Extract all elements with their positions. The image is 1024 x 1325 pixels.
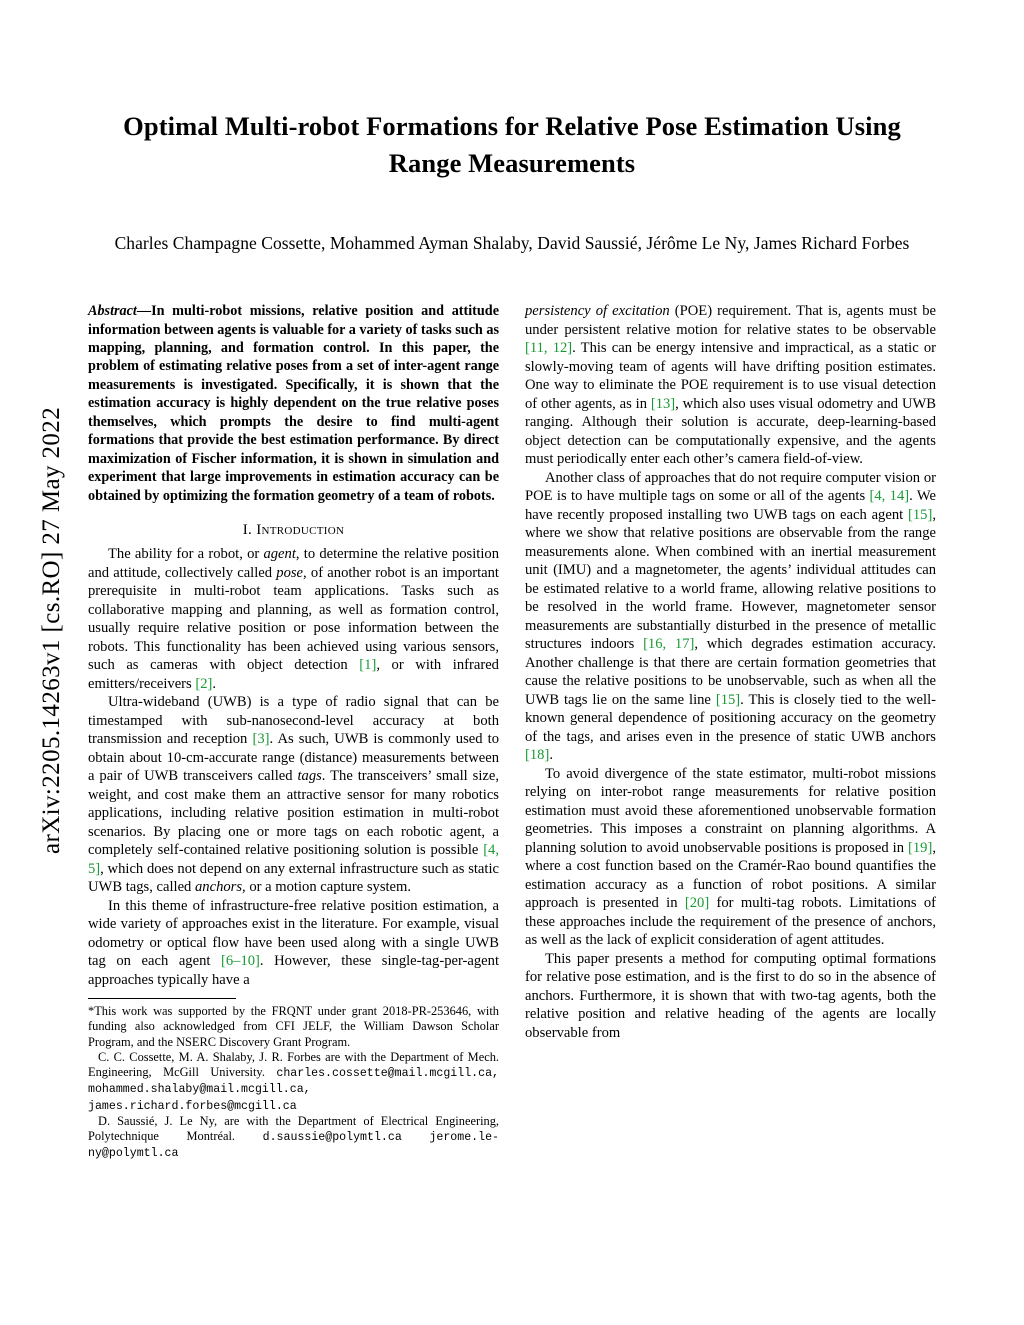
page-title: Optimal Multi-robot Formations for Relative Pose Estimation Using Range Measurements xyxy=(123,111,901,178)
author-list: Charles Champagne Cossette, Mohammed Ayman Shalaby, David Saussié, Jérôme Le Ny, James Richard Forbes xyxy=(114,233,910,254)
abstract-dash: — xyxy=(136,303,152,320)
footnote-divider xyxy=(88,998,236,999)
footnote-affiliation-polymtl: D. Saussié, J. Le Ny, are with the Department of Electrical Engineering, Polytechnique Montréal. d.saussie@polymtl.ca jerome.le-ny@polymtl.ca xyxy=(88,1113,499,1161)
abstract-text: In multi-robot missions, relative position and attitude information between agents is valuable for a variety of tasks such as mapping, planning, and formation control. In this paper, the problem of estimating relative poses from a set of inter-agent range measurements is investigated. Specifically, it is shown that the estimation accuracy is highly dependent on the true relative poses themselves, which prompts the desire to find multi-agent formations that provide the best estimation performance. By direct maximization of Fischer information, it is shown in simulation and experiment that large improvements in estimation accuracy can be obtained by optimizing the formation geometry of a team of robots. xyxy=(88,303,499,504)
abstract-label: Abstract xyxy=(88,303,137,320)
section-title: Introduction xyxy=(256,522,345,539)
two-column-body xyxy=(88,302,936,1162)
paper-page xyxy=(88,0,936,1325)
paragraph: Another class of approaches that do not require computer vision or POE is to have multiple tags on some or all of the agents [4, 14]. We have recently proposed installing two UWB tags on each agent [15], where we show that relative positions are observable from the range measurements alone. When combined with an inertial measurement unit (IMU) and a magnetometer, the agents’ individual attitudes can be estimated relative to a world frame, allowing relative positions to be resolved in the world frame. However, magnetometer sensor measurements are substantially disturbed in the presence of metallic structures indoors [16, 17], which degrades estimation accuracy. Another challenge is that there are certain formation geometries that cause the relative positions to be unobservable, such as when all the UWB tags lie on the same line [15]. This is closely tied to the well-known general dependence of positioning accuracy on the geometry of the tags, and arises even in the presence of static UWB anchors [18]. xyxy=(525,469,936,764)
paragraph: This paper presents a method for computing optimal formations for relative pose estimation, and is the first to do so in the absence of anchors. Furthermore, it is shown that with two-tag agents, both the relative position and relative heading of the agents are locally observable from xyxy=(525,950,936,1041)
paragraph: Ultra-wideband (UWB) is a type of radio signal that can be timestamped with sub-nanosecond-level accuracy at both transmission and reception [3]. As such, UWB is commonly used to obtain about 10-cm-accurate range (distance) measurements between a pair of UWB transceivers called tags. The transceivers’ small size, weight, and cost make them an attractive sensor for many robotics applications, including relative position estimation in multi-robot scenarios. By placing one or more tags on each robotic agent, a completely self-contained relative positioning solution is possible [4, 5], which does not depend on any external infrastructure such as static UWB tags, called anchors, or a motion capture system. xyxy=(88,694,499,896)
section-number: I. xyxy=(242,522,253,539)
arxiv-identifier-stamp: arXiv:2205.14263v1 [cs.RO] 27 May 2022 xyxy=(38,406,65,854)
footnote-funding: *This work was supported by the FRQNT under grant 2018-PR-253646, with funding also acknowledged from CFI JELF, the William Dawson Scholar Program, and the NSERC Discovery Grant Program. xyxy=(88,1004,499,1049)
abstract-block xyxy=(88,302,499,505)
paragraph: The ability for a robot, or agent, to determine the relative position and attitude, collectively called pose, of another robot is an important prerequisite in multi-robot team applications. Tasks such as collaborative mapping and planning, as well as formation control, usually require relative position or pose information between the robots. This functionality has been achieved using various sensors, such as cameras with object detection [1], or with infrared emitters/receivers [2]. xyxy=(88,546,499,692)
left-column xyxy=(88,302,499,1162)
paragraph: persistency of excitation (POE) requirement. That is, agents must be under persistent relative motion for relative states to be observable [11, 12]. This can be energy intensive and impractical, as a static or slowly-moving team of agents will have drifting position estimates. One way to eliminate the POE requirement is to use visual detection of other agents, as in [13], which also uses visual odometry and UWB ranging. Although their solution is accurate, deep-learning-based object detection can be computationally expensive, and the agents must periodically enter each other’s camera field-of-view. xyxy=(525,303,936,468)
footnote-affiliation-mcgill: C. C. Cossette, M. A. Shalaby, J. R. Forbes are with the Department of Mech. Engineering, McGill University. charles.cossette@mail.mcgill.ca, mohammed.shalaby@mail.mcgill.ca, james.richard.forbes@mcgill.ca xyxy=(88,1049,499,1113)
section-heading-introduction xyxy=(88,521,499,540)
footnote-block xyxy=(88,1004,499,1162)
paragraph: To avoid divergence of the state estimator, multi-robot missions relying on inter-robot range measurements for relative position estimation must avoid these aforementioned unobservable formation geometries. This imposes a constraint on planning algorithms. A planning solution to avoid unobservable positions is proposed in [19], where a cost function based on the Cramér-Rao bound quantifies the estimation accuracy as a function of robot positions. A similar approach is presented in [20] for multi-tag robots. Limitations of these approaches include the requirement of the presence of anchors, as well as the lack of explicit consideration of agent attitudes. xyxy=(525,765,936,949)
right-column xyxy=(525,302,936,1042)
paragraph: In this theme of infrastructure-free relative position estimation, a wide variety of approaches exist in the literature. For example, visual odometry or optical flow have been used along with a single UWB tag on each agent [6–10]. However, these single-tag-per-agent approaches typically have a xyxy=(88,897,499,988)
